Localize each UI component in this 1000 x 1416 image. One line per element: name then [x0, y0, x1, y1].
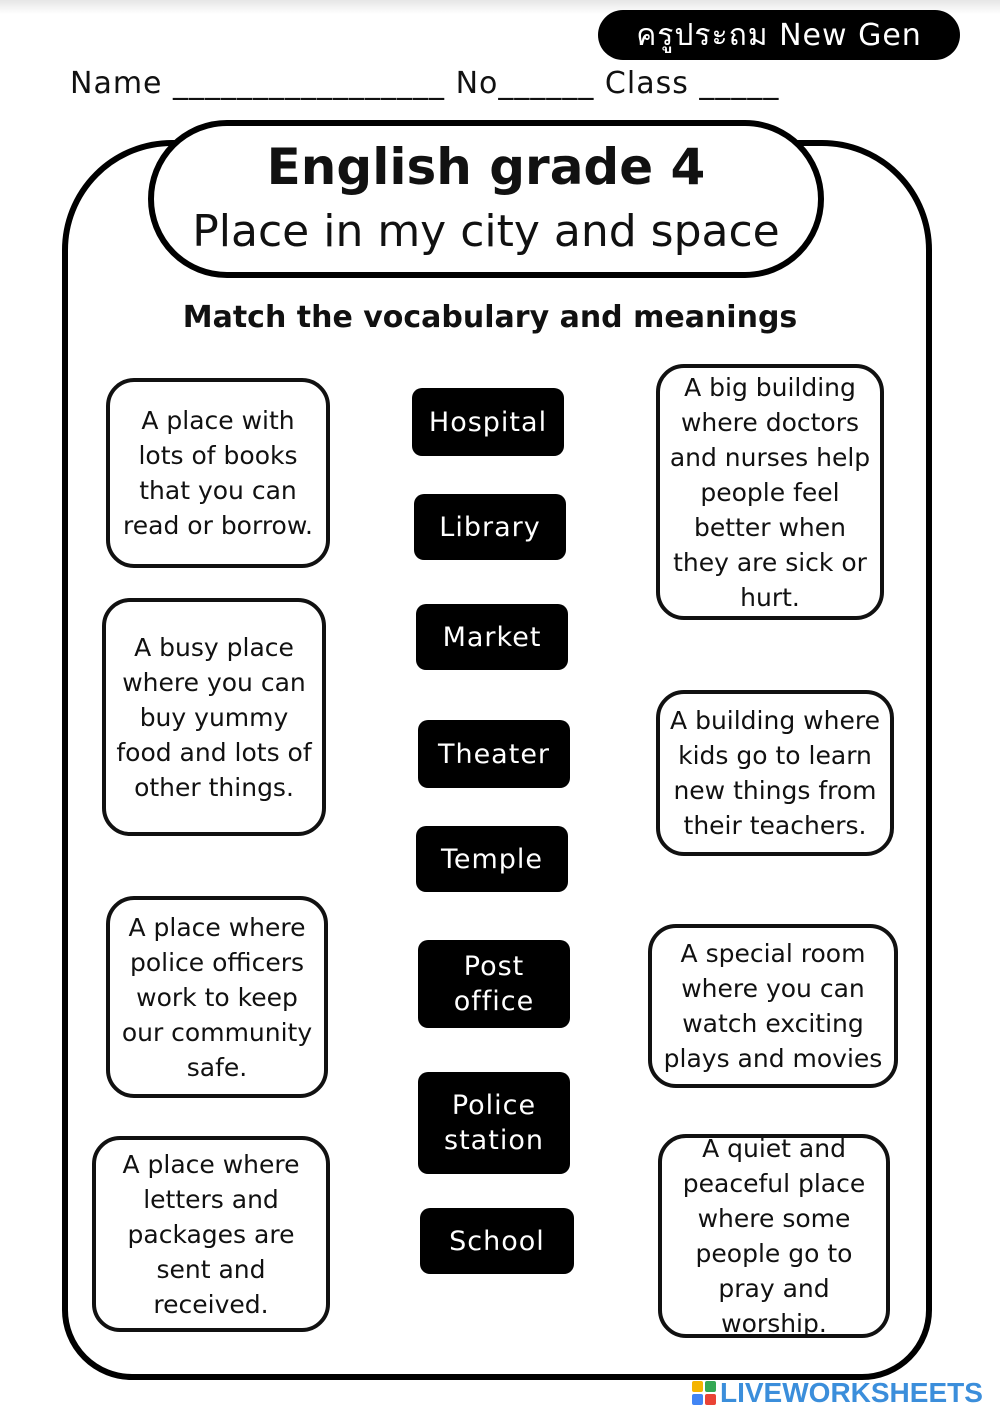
definition-card-left-4[interactable]	[92, 1136, 330, 1332]
definition-card-right-1[interactable]	[656, 364, 884, 620]
vocab-school[interactable]: School	[420, 1208, 574, 1274]
definition-card-left-1[interactable]	[106, 378, 330, 568]
definition-text: A busy place where you can buy yummy food and lots of other things.	[116, 632, 312, 802]
definition-card-right-2[interactable]	[656, 690, 894, 856]
brand-badge: ครูประถม New Gen	[598, 10, 960, 60]
instruction: Match the vocabulary and meanings	[182, 300, 798, 335]
vocab-market[interactable]: Market	[416, 604, 568, 670]
liveworksheets-watermark	[692, 1376, 983, 1410]
vocab-post-office[interactable]: Post office	[418, 940, 570, 1028]
definition-card-left-2[interactable]	[102, 598, 326, 836]
vocab-police-station[interactable]: Police station	[418, 1072, 570, 1174]
name-no-class-line: Name _________________ No______ Class _____	[70, 66, 780, 101]
liveworksheets-logo-icon	[692, 1381, 716, 1405]
worksheet-subtitle: Place in my city and space	[192, 206, 780, 257]
definition-text: A big building where doctors and nurses help people feel better when they are sick or hurt.	[669, 372, 871, 612]
definition-text: A place with lots of books that you can read or borrow.	[123, 406, 313, 540]
vocab-temple[interactable]: Temple	[416, 826, 568, 892]
vocab-library[interactable]: Library	[414, 494, 566, 560]
definition-card-right-4[interactable]	[658, 1134, 890, 1338]
vocab-theater[interactable]: Theater	[418, 720, 570, 788]
definition-text: A special room where you can watch exciting plays and movies	[663, 939, 883, 1073]
definition-text: A building where kids go to learn new things from their teachers.	[670, 706, 880, 840]
vocab-hospital[interactable]: Hospital	[412, 388, 564, 456]
worksheet-title: English grade 4	[266, 138, 706, 196]
watermark-text: LIVEWORKSHEETS	[720, 1377, 983, 1408]
definition-card-right-3[interactable]	[648, 924, 898, 1088]
title-pill	[148, 120, 824, 278]
definition-text: A place where police officers work to keep our community safe.	[121, 912, 313, 1082]
definition-card-left-3[interactable]	[106, 896, 328, 1098]
definition-text: A quiet and peaceful place where some people go to pray and worship.	[682, 1134, 866, 1338]
definition-text: A place where letters and packages are sent and received.	[122, 1149, 300, 1319]
